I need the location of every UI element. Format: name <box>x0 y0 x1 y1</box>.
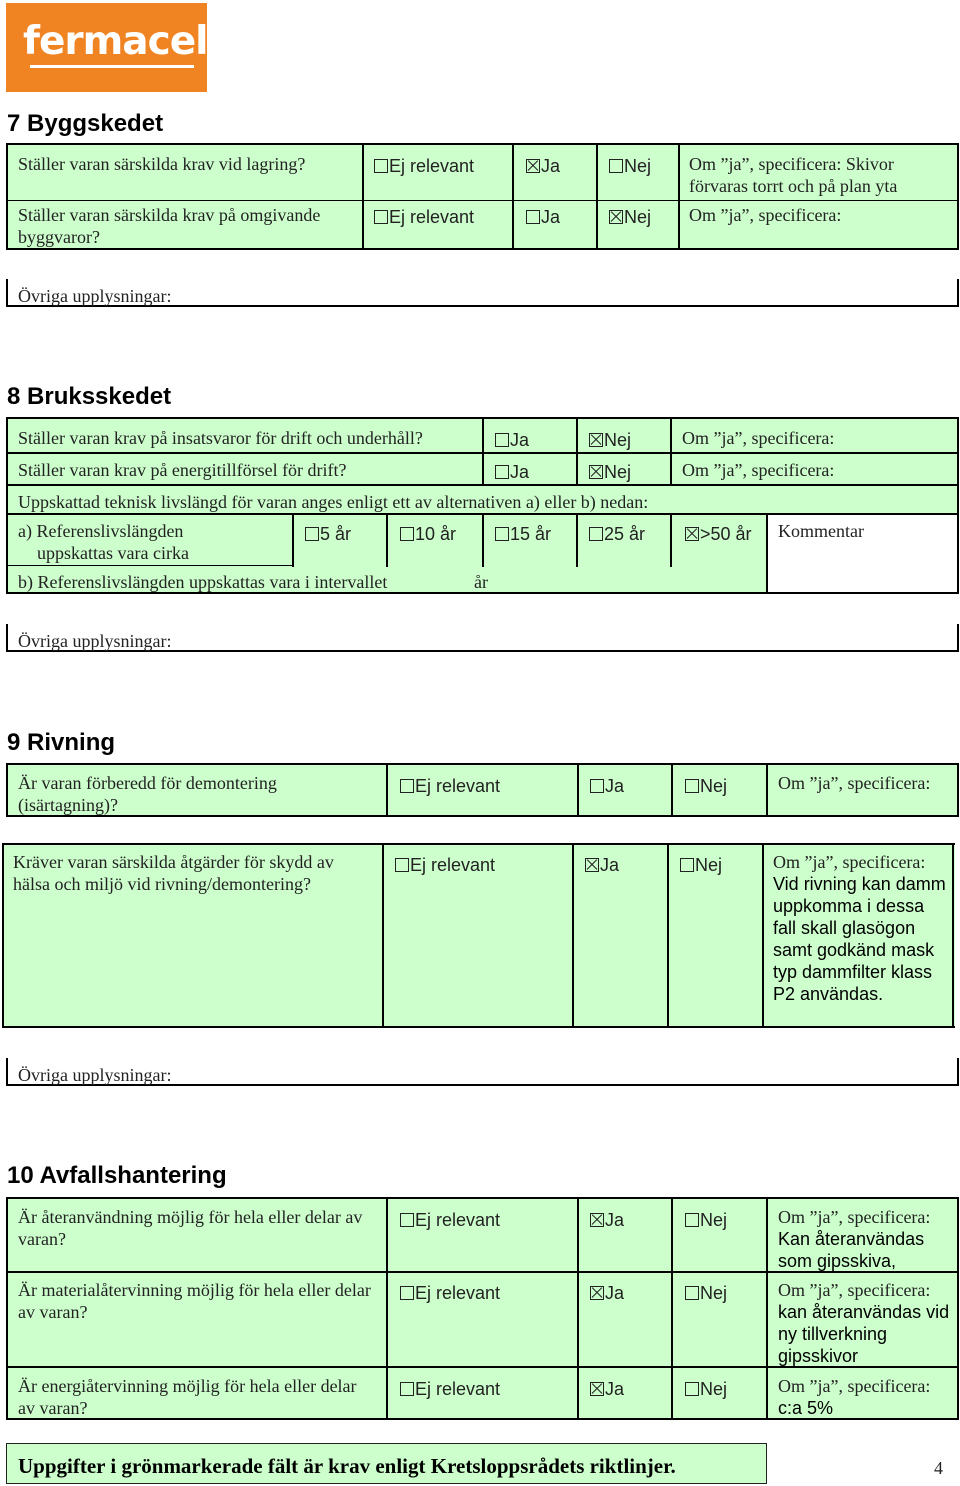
s9-other-info-label: Övriga upplysningar: <box>18 1065 172 1085</box>
checkbox-icon[interactable] <box>400 779 414 793</box>
s7-q1-ja[interactable]: Ja <box>526 155 560 177</box>
checkbox-checked-icon[interactable] <box>590 1382 604 1396</box>
s9-q1-text: Är varan förberedd för demontering (isärtagning)? <box>18 773 277 815</box>
s10-q3-spec: Om ”ja”, specificera: <box>778 1376 931 1396</box>
s10-q2-text: Är materialåtervinning möjlig för hela eller delar av varan? <box>18 1280 371 1322</box>
s8-q1-text: Ställer varan krav på insatsvaror för drift och underhåll? <box>18 428 423 448</box>
s7-q2-ej-relevant[interactable]: Ej relevant <box>374 206 474 228</box>
s8-other-info-label: Övriga upplysningar: <box>18 631 172 651</box>
footer-note: Uppgifter i grönmarkerade fält är krav enligt Kretsloppsrådets riktlinjer. <box>18 1454 676 1478</box>
s10-q3-text: Är energiåtervinning möjlig för hela eller delar av varan? <box>18 1376 357 1418</box>
s10-q1-spec: Om ”ja”, specificera: <box>778 1207 931 1227</box>
checkbox-icon[interactable] <box>589 527 603 541</box>
checkbox-icon[interactable] <box>685 779 699 793</box>
s10-q3-ja[interactable]: Ja <box>590 1378 624 1400</box>
checkbox-icon[interactable] <box>374 210 388 224</box>
s8-q2-text: Ställer varan krav på energitillförsel för drift? <box>18 460 347 480</box>
checkbox-icon[interactable] <box>526 210 540 224</box>
s7-q2-text: Ställer varan särskilda krav på omgivande byggvaror? <box>18 205 321 247</box>
s9-q2-ej-relevant[interactable]: Ej relevant <box>395 854 495 876</box>
checkbox-checked-icon[interactable] <box>589 433 603 447</box>
checkbox-icon[interactable] <box>685 1286 699 1300</box>
s10-q2-answer-cell[interactable] <box>778 1279 954 1367</box>
s8-q2-ja[interactable]: Ja <box>495 461 529 483</box>
s10-q1-answer-cell[interactable] <box>778 1206 954 1272</box>
checkbox-icon[interactable] <box>495 465 509 479</box>
checkbox-icon[interactable] <box>495 433 509 447</box>
checkbox-checked-icon[interactable] <box>609 210 623 224</box>
s9-q1-spec: Om ”ja”, specificera: <box>778 773 931 793</box>
s7-q1-text: Ställer varan särskilda krav vid lagring? <box>18 154 306 174</box>
checkbox-icon[interactable] <box>400 527 414 541</box>
s10-q2-ej-relevant[interactable]: Ej relevant <box>400 1282 500 1304</box>
checkbox-icon[interactable] <box>305 527 319 541</box>
checkbox-icon[interactable] <box>400 1286 414 1300</box>
s10-q2-answer: kan återanvändas vid ny tillverkning gipsskivor <box>778 1302 950 1366</box>
s8-life-intro: Uppskattad teknisk livslängd för varan anges enligt ett av alternativen a) eller b) nedan: <box>18 492 649 512</box>
checkbox-checked-icon[interactable] <box>585 858 599 872</box>
page-number: 4 <box>934 1458 943 1478</box>
section-7-title: 7 Byggskedet <box>7 110 164 137</box>
s9-q1-ja[interactable]: Ja <box>590 775 624 797</box>
s10-q2-nej[interactable]: Nej <box>685 1282 727 1304</box>
s7-q1-nej[interactable]: Nej <box>609 155 651 177</box>
checkbox-checked-icon[interactable] <box>589 465 603 479</box>
s9-q2-nej[interactable]: Nej <box>680 854 722 876</box>
s10-q2-spec: Om ”ja”, specificera: <box>778 1280 931 1300</box>
s9-q2-answer: Vid rivning kan damm uppkomma i dessa fall skall glasögon samt godkänd mask typ dammfilter klass P2 användas. <box>773 874 946 1004</box>
s10-q3-ej-relevant[interactable]: Ej relevant <box>400 1378 500 1400</box>
checkbox-checked-icon[interactable] <box>685 527 699 541</box>
s8-q1-nej[interactable]: Nej <box>589 429 631 451</box>
comment-label: Kommentar <box>778 521 864 541</box>
s7-q1-ej-relevant[interactable]: Ej relevant <box>374 155 474 177</box>
s9-q1-ej-relevant[interactable]: Ej relevant <box>400 775 500 797</box>
s8-life-b-unit: år <box>474 572 488 592</box>
s7-q1-spec: Om ”ja”, specificera: Skivor förvaras torrt och på plan yta <box>689 154 898 196</box>
s8-life-b: b) Referenslivslängden uppskattas vara i intervallet <box>18 572 388 592</box>
s9-q2-ja[interactable]: Ja <box>585 854 619 876</box>
checkbox-checked-icon[interactable] <box>590 1286 604 1300</box>
checkbox-icon[interactable] <box>680 858 694 872</box>
checkbox-checked-icon[interactable] <box>590 1213 604 1227</box>
s10-q3-nej[interactable]: Nej <box>685 1378 727 1400</box>
life-option-10[interactable]: 10 år <box>400 523 456 545</box>
s9-q2-answer-cell[interactable] <box>773 851 949 1005</box>
logo-wordmark: fermacell <box>23 19 220 64</box>
s7-q2-spec: Om ”ja”, specificera: <box>689 205 842 225</box>
s7-q2-nej[interactable]: Nej <box>609 206 651 228</box>
s10-q1-ej-relevant[interactable]: Ej relevant <box>400 1209 500 1231</box>
s8-q1-ja[interactable]: Ja <box>495 429 529 451</box>
fermacell-logo <box>6 3 220 92</box>
s7-other-info-label: Övriga upplysningar: <box>18 286 172 306</box>
checkbox-icon[interactable] <box>400 1213 414 1227</box>
s8-life-a: a) Referenslivslängden uppskattas vara cirka <box>18 521 189 563</box>
s8-q2-nej[interactable]: Nej <box>589 461 631 483</box>
s10-q2-ja[interactable]: Ja <box>590 1282 624 1304</box>
s10-q1-ja[interactable]: Ja <box>590 1209 624 1231</box>
life-option-5[interactable]: 5 år <box>305 523 351 545</box>
s8-q1-spec: Om ”ja”, specificera: <box>682 428 835 448</box>
s10-q1-nej[interactable]: Nej <box>685 1209 727 1231</box>
checkbox-icon[interactable] <box>685 1382 699 1396</box>
s8-q2-spec: Om ”ja”, specificera: <box>682 460 835 480</box>
section-10-title: 10 Avfallshantering <box>7 1162 227 1189</box>
section-8-title: 8 Bruksskedet <box>7 383 172 410</box>
s9-q2-text: Kräver varan särskilda åtgärder för skydd av hälsa och miljö vid rivning/demontering? <box>13 852 334 894</box>
checkbox-icon[interactable] <box>609 159 623 173</box>
checkbox-icon[interactable] <box>395 858 409 872</box>
checkbox-icon[interactable] <box>685 1213 699 1227</box>
s10-q3-answer-cell[interactable] <box>778 1375 954 1419</box>
checkbox-icon[interactable] <box>590 779 604 793</box>
s10-q1-text: Är återanvändning möjlig för hela eller delar av varan? <box>18 1207 363 1249</box>
s10-q3-answer: c:a 5% <box>778 1398 834 1418</box>
section-9-title: 9 Rivning <box>7 729 116 756</box>
checkbox-icon[interactable] <box>400 1382 414 1396</box>
checkbox-checked-icon[interactable] <box>526 159 540 173</box>
s7-q2-ja[interactable]: Ja <box>526 206 560 228</box>
life-option-15[interactable]: 15 år <box>495 523 551 545</box>
checkbox-icon[interactable] <box>374 159 388 173</box>
logo-underline <box>30 65 194 68</box>
life-option-50-plus[interactable]: >50 år <box>685 523 752 545</box>
s9-q1-nej[interactable]: Nej <box>685 775 727 797</box>
life-option-25[interactable]: 25 år <box>589 523 645 545</box>
s9-q2-spec: Om ”ja”, specificera: <box>773 852 926 872</box>
s10-q1-answer: Kan återanvändas som gipsskiva, <box>778 1229 925 1271</box>
footer-note-box <box>6 1443 767 1484</box>
checkbox-icon[interactable] <box>495 527 509 541</box>
